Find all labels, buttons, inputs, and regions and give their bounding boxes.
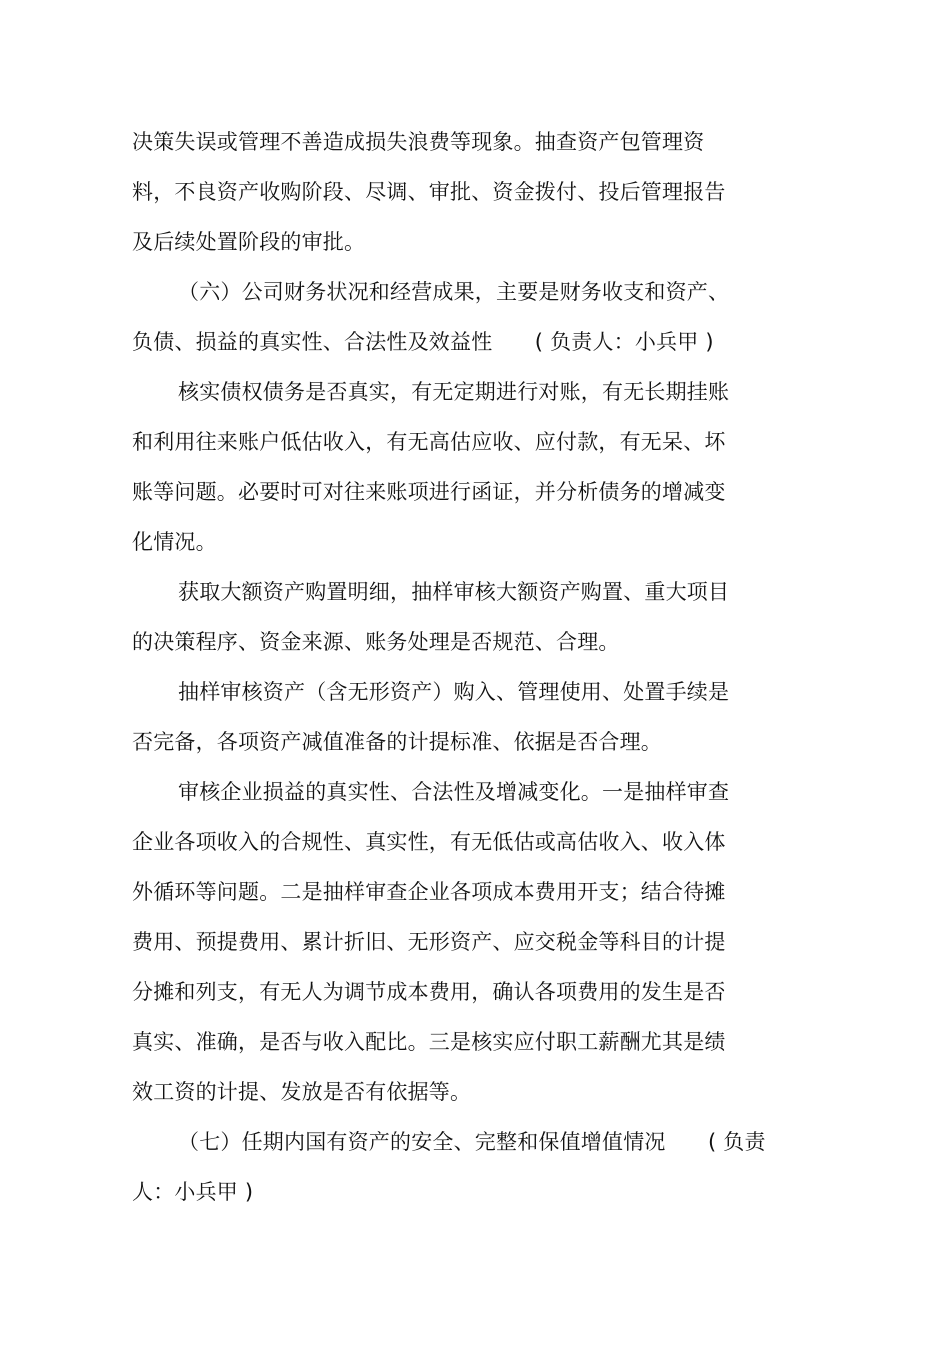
text-line: 人：小兵甲 ) <box>132 1180 254 1204</box>
section-heading: （七）任期内国有资产的安全、完整和保值增值情况 ( 负责 <box>178 1130 766 1154</box>
text-line: 否完备，各项资产减值准备的计提标准、依据是否合理。 <box>132 730 662 754</box>
text-line: 费用、预提费用、累计折旧、无形资产、应交税金等科目的计提 <box>132 930 726 954</box>
text-line: 分摊和列支，有无人为调节成本费用，确认各项费用的发生是否 <box>132 980 726 1004</box>
text-line: 外循环等问题。二是抽样审查企业各项成本费用开支；结合待摊 <box>132 880 726 904</box>
text-line: 料，不良资产收购阶段、尽调、审批、资金拨付、投后管理报告 <box>132 180 726 204</box>
paragraph-start: 审核企业损益的真实性、合法性及增减变化。一是抽样审查 <box>178 780 730 804</box>
text-line: 的决策程序、资金来源、账务处理是否规范、合理。 <box>132 630 620 654</box>
paragraph-start: 核实债权债务是否真实，有无定期进行对账，有无长期挂账 <box>178 380 730 404</box>
text-line: 账等问题。必要时可对往来账项进行函证，并分析债务的增减变 <box>132 480 726 504</box>
text-line: 和利用往来账户低估收入，有无高估应收、应付款，有无呆、坏 <box>132 430 726 454</box>
text-line: 企业各项收入的合规性、真实性，有无低估或高估收入、收入体 <box>132 830 726 854</box>
paragraph-start: 抽样审核资产（含无形资产）购入、管理使用、处置手续是 <box>178 680 730 704</box>
text-line: 及后续处置阶段的审批。 <box>132 230 366 254</box>
text-line: 决策失误或管理不善造成损失浪费等现象。抽查资产包管理资 <box>132 130 705 154</box>
text-line: 负债、损益的真实性、合法性及效益性 ( 负责人：小兵甲 ) <box>132 330 714 354</box>
text-line: 效工资的计提、发放是否有依据等。 <box>132 1080 472 1104</box>
section-heading: （六）公司财务状况和经营成果，主要是财务收支和资产、 <box>178 280 730 304</box>
text-line: 真实、准确，是否与收入配比。三是核实应付职工薪酬尤其是绩 <box>132 1030 726 1054</box>
paragraph-start: 获取大额资产购置明细，抽样审核大额资产购置、重大项目 <box>178 580 730 604</box>
text-line: 化情况。 <box>132 530 217 554</box>
